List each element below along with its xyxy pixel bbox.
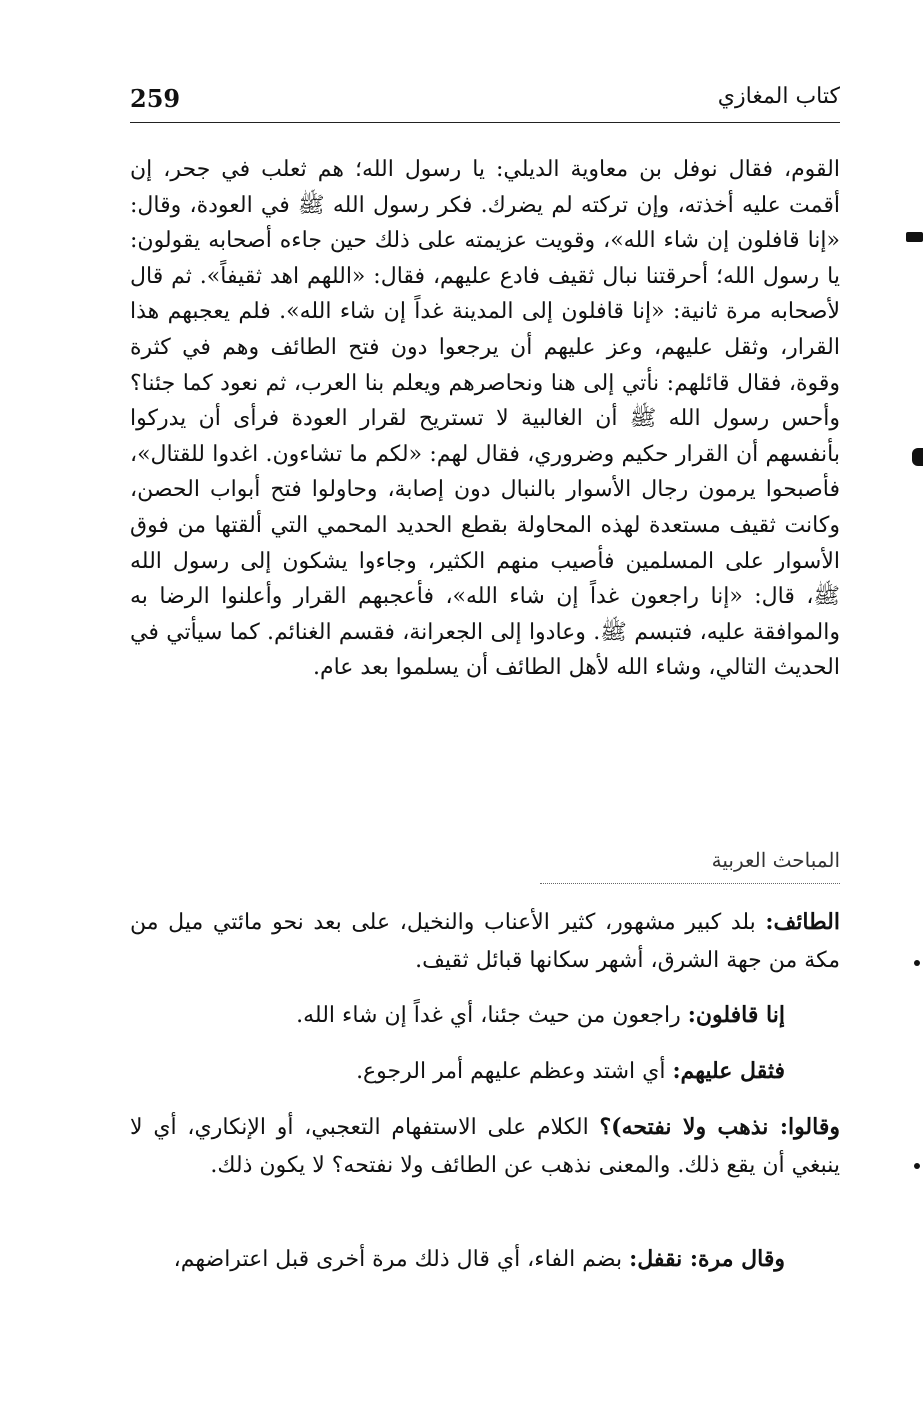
gloss-definition: راجعون من حيث جئنا، أي غداً إن شاء الله.: [296, 1003, 688, 1028]
gloss-entry: [130, 1108, 840, 1185]
gloss-term: الطائف:: [765, 909, 840, 935]
book-title: كتاب المغازي: [717, 84, 840, 109]
margin-mark: [912, 448, 923, 466]
gloss-term: وقال مرة: نقفل:: [629, 1246, 785, 1272]
margin-mark: [914, 1163, 920, 1169]
gloss-term: إنا قافلون:: [687, 1002, 785, 1028]
gloss-definition: الكلام على الاستفهام التعجبي، أو الإنكاري، أي لا ينبغي أن يقع ذلك. والمعنى نذهب عن الطائف ولا نفتحه؟ لا يكون ذلك.: [130, 1115, 840, 1178]
gloss-definition: أي اشتد وعظم عليهم أمر الرجوع.: [356, 1059, 673, 1084]
main-paragraph: القوم، فقال نوفل بن معاوية الديلي: يا رسول الله؛ هم ثعلب في جحر، إن أقمت عليه أخذته، وإن تركته لم يضرك. فكر رسول الله ﷺ في العودة، وقال: «إنا قافلون إن شاء الله»، وقويت عزيمته على ذلك حين جاءه أصحابه يقولون: يا رسول الله؛ أحرقتنا نبال ثقيف فادع عليهم، فقال: «اللهم اهد ثقيفاً». ثم قال لأصحابه مرة ثانية: «إنا قافلون إلى المدينة غداً إن شاء الله». فلم يعجبهم هذا القرار، وثقل عليهم، وعز عليهم أن يرجعوا دون فتح الطائف وهم في كثرة وقوة، فقال قائلهم: نأتي إلى هنا ونحاصرهم ويعلم بنا العرب، ثم نعود كما جئنا؟ وأحس رسول الله ﷺ أن الغالبية لا تستريح لقرار العودة فرأى أن يدركوا بأنفسهم أن القرار حكيم وضروري، فقال لهم: «لكم ما تشاءون. اغدوا للقتال»، فأصبحوا يرمون رجال الأسوار بالنبال دون إصابة، وحاولوا فتح أبواب الحصن، وكانت ثقيف مستعدة لهذه المحاولة بقطع الحديد المحمي التي ألقتها من فوق الأسوار على المسلمين فأصيب منهم الكثير، وجاءوا يشكون إلى رسول الله ﷺ، قال: «إنا راجعون غداً إن شاء الله»، فأعجبهم القرار وأعلنوا الرضا به والموافقة عليه، فتبسم ﷺ. وعادوا إلى الجعرانة، فقسم الغنائم. كما سيأتي في الحديث التالي، وشاء الله لأهل الطائف أن يسلموا بعد عام.: [130, 157, 840, 681]
gloss-definition: بضم الفاء، أي قال ذلك مرة أخرى قبل اعتراضهم،: [173, 1247, 630, 1272]
page-number: 259: [130, 84, 181, 113]
gloss-term: وقالوا: نذهب ولا نفتحه)؟: [599, 1114, 840, 1140]
margin-mark: [914, 960, 920, 966]
page-header: [130, 78, 840, 123]
gloss-entry: [130, 903, 840, 980]
gloss-entry: [130, 1240, 840, 1279]
gloss-term: فثقل عليهم:: [672, 1058, 785, 1084]
section-divider: [540, 883, 840, 884]
gloss-entry: [130, 1052, 840, 1091]
margin-mark: [906, 232, 923, 242]
gloss-definition: بلد كبير مشهور، كثير الأعناب والنخيل، على بعد نحو مائتي ميل من مكة من جهة الشرق، أشهر سكانها قبائل ثقيف.: [130, 910, 840, 973]
gloss-entry: [130, 996, 840, 1035]
section-heading: المباحث العربية: [711, 848, 840, 872]
